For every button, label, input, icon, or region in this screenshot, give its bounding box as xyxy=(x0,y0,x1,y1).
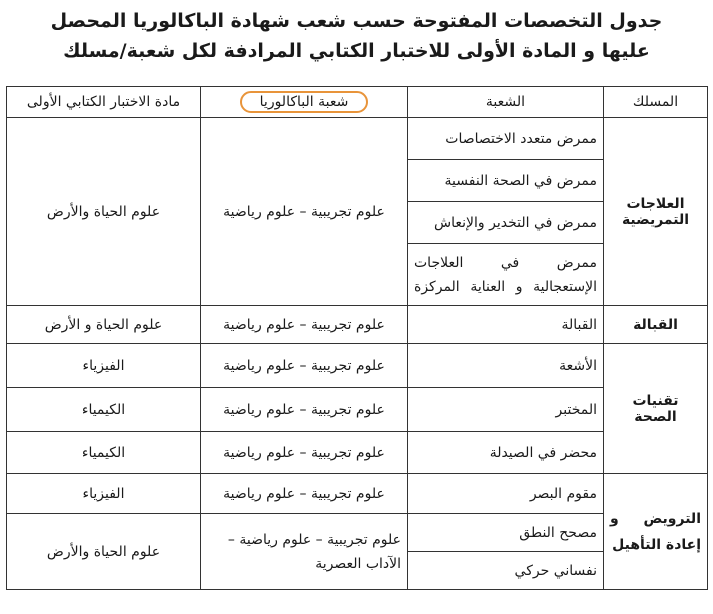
bac-cell: علوم تجريبية – علوم رياضية xyxy=(201,118,408,306)
branch-cell: القبالة xyxy=(408,306,604,344)
bac-cell: علوم تجريبية – علوم رياضية – الآداب العصرية xyxy=(201,514,408,590)
exam-cell: الفيزياء xyxy=(7,474,201,514)
table-row xyxy=(7,388,708,432)
path-cell: تقنيات الصحة xyxy=(604,344,708,474)
table-header-row xyxy=(7,87,708,118)
title-line-2: عليها و المادة الأولى للاختبار الكتابي المرادفة لكل شعبة/مسلك xyxy=(63,40,650,62)
branch-cell: محضر في الصيدلة xyxy=(408,432,604,474)
table-row xyxy=(7,514,708,552)
exam-cell: الكيمياء xyxy=(7,388,201,432)
path-cell: القبالة xyxy=(604,306,708,344)
header-exam: مادة الاختبار الكتابي الأولى xyxy=(7,87,201,118)
bac-cell: علوم تجريبية – علوم رياضية xyxy=(201,388,408,432)
header-bac xyxy=(201,87,408,118)
specialties-table xyxy=(6,86,708,590)
table-row xyxy=(7,432,708,474)
table-row xyxy=(7,344,708,388)
exam-cell: الكيمياء xyxy=(7,432,201,474)
path-label: الترويض و إعادة التأهيل xyxy=(610,510,701,553)
branch-cell: مصحح النطق xyxy=(408,514,604,552)
branch-cell: ممرض في الصحة النفسية xyxy=(408,160,604,202)
branch-cell: ممرض في العلاجات الإستعجالية و العناية المركزة xyxy=(408,244,604,306)
branch-cell: المختبر xyxy=(408,388,604,432)
exam-cell: علوم الحياة والأرض xyxy=(7,118,201,306)
path-cell xyxy=(604,474,708,590)
document-title xyxy=(0,6,713,66)
highlight-oval xyxy=(240,91,369,113)
branch-cell: الأشعة xyxy=(408,344,604,388)
branch-cell: ممرض في التخدير والإنعاش xyxy=(408,202,604,244)
exam-cell: علوم الحياة والأرض xyxy=(7,514,201,590)
header-branch: الشعبة xyxy=(408,87,604,118)
branch-cell: نفساني حركي xyxy=(408,552,604,590)
bac-cell: علوم تجريبية – علوم رياضية xyxy=(201,306,408,344)
header-bac-label: شعبة الباكالوريا xyxy=(259,94,349,110)
path-cell: العلاجات التمريضية xyxy=(604,118,708,306)
branch-cell: ممرض متعدد الاختصاصات xyxy=(408,118,604,160)
branch-cell: مقوم البصر xyxy=(408,474,604,514)
title-line-1: جدول التخصصات المفتوحة حسب شعب شهادة الباكالوريا المحصل xyxy=(50,10,663,32)
bac-cell: علوم تجريبية – علوم رياضية xyxy=(201,474,408,514)
header-path: المسلك xyxy=(604,87,708,118)
bac-cell: علوم تجريبية – علوم رياضية xyxy=(201,432,408,474)
bac-cell: علوم تجريبية – علوم رياضية xyxy=(201,344,408,388)
table-row xyxy=(7,306,708,344)
exam-cell: الفيزياء xyxy=(7,344,201,388)
exam-cell: علوم الحياة و الأرض xyxy=(7,306,201,344)
table-row xyxy=(7,118,708,160)
table-row xyxy=(7,474,708,514)
